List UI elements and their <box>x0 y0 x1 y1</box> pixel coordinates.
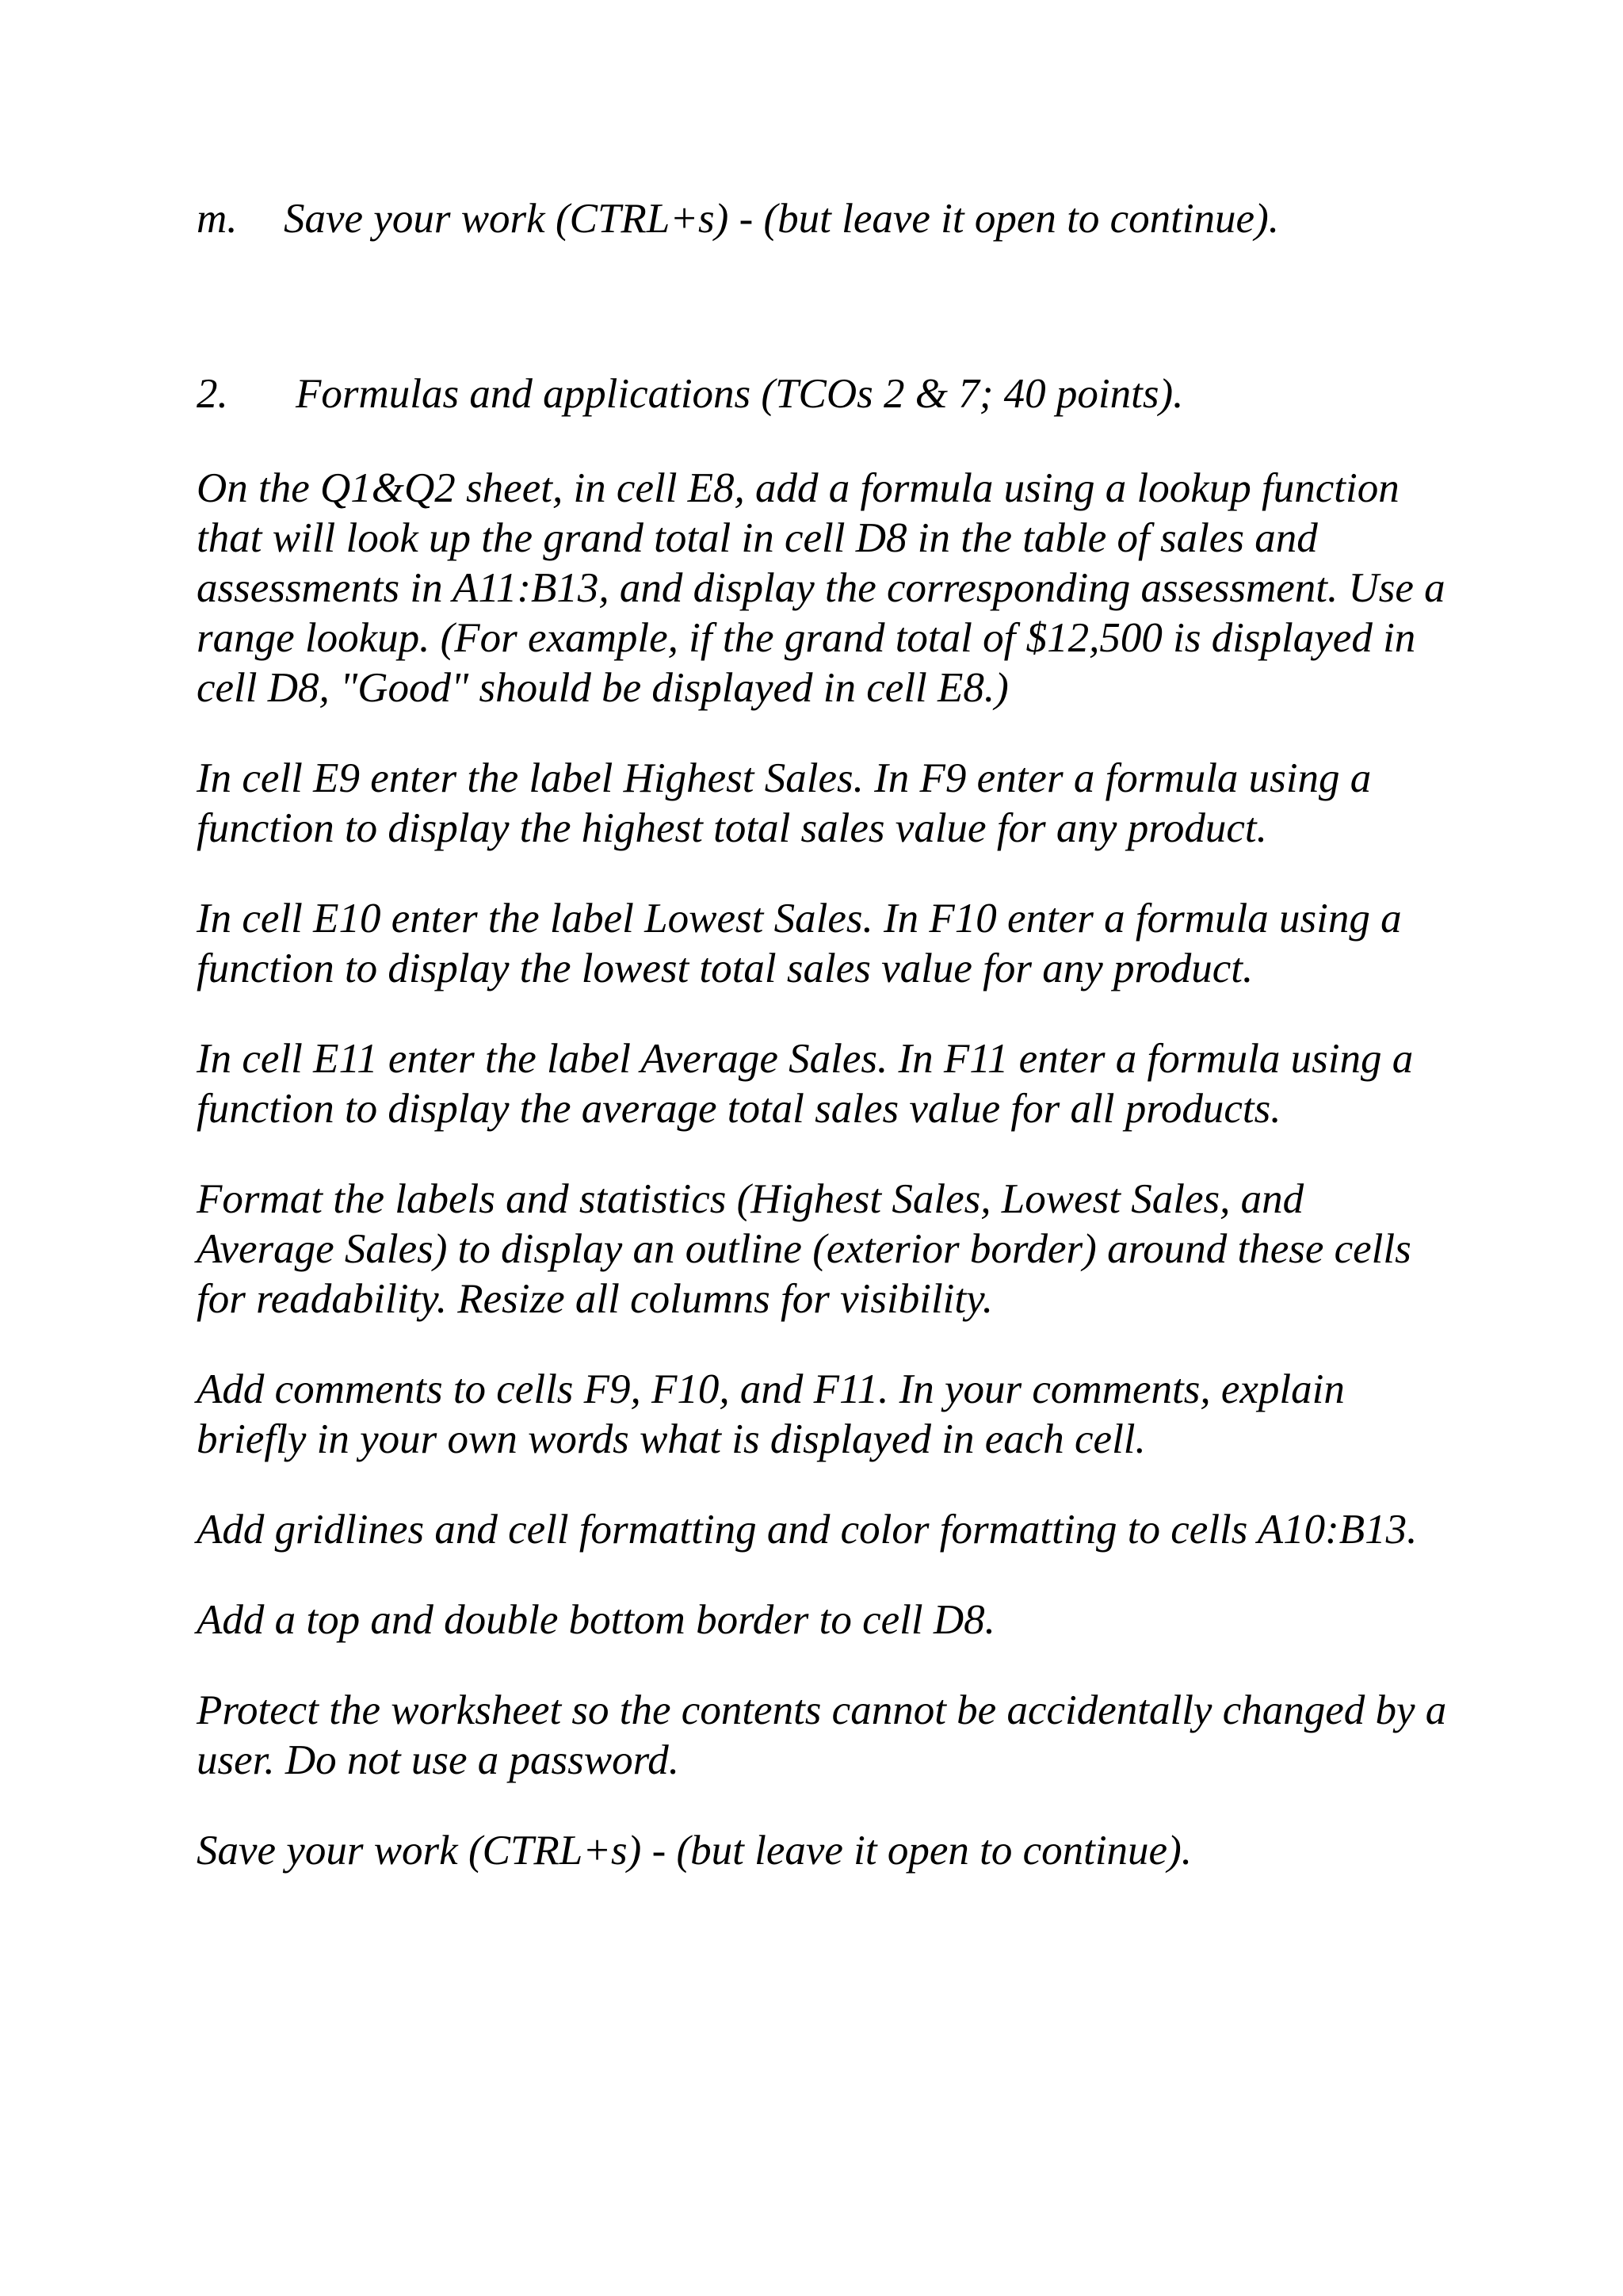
paragraph-lowest-sales: In cell E10 enter the label Lowest Sales. In F10 enter a formula using a function to display the lowest total sales value for any product. <box>197 896 1402 991</box>
instructions-body <box>197 464 1449 1916</box>
section-number: 2. <box>197 371 228 417</box>
section-title: Formulas and applications (TCOs 2 & 7; 40 points). <box>296 371 1184 417</box>
paragraph-border: Add a top and double bottom border to cell D8. <box>197 1597 995 1643</box>
list-item-m <box>197 194 1279 244</box>
list-item-text: Save your work (CTRL+s) - (but leave it open to continue). <box>284 196 1279 242</box>
section-heading <box>197 369 1183 419</box>
paragraph-average-sales: In cell E11 enter the label Average Sales. In F11 enter a formula using a function to display the average total sales value for all products. <box>197 1036 1414 1132</box>
list-marker: m. <box>197 196 238 242</box>
paragraph-save: Save your work (CTRL+s) - (but leave it open to continue). <box>197 1828 1192 1874</box>
paragraph-format-labels: Format the labels and statistics (Highest Sales, Lowest Sales, and Average Sales) to display an outline (exterior border) around these cells for readability. Resize all columns for visibility. <box>197 1176 1411 1322</box>
paragraph-protect: Protect the worksheet so the contents cannot be accidentally changed by a user. Do not use a password. <box>197 1687 1447 1783</box>
paragraph-gridlines: Add gridlines and cell formatting and color formatting to cells A10:B13. <box>197 1507 1418 1553</box>
paragraph-lookup-formula: On the Q1&Q2 sheet, in cell E8, add a formula using a lookup function that will look up the grand total in cell D8 in the table of sales and assessments in A11:B13, and display the corresponding assessment. Use a range lookup. (For example, if the grand total of $12,500 is displayed in cell D8, "Good" should be displayed in cell E8.) <box>197 465 1445 711</box>
paragraph-highest-sales: In cell E9 enter the label Highest Sales. In F9 enter a formula using a function to display the highest total sales value for any product. <box>197 755 1372 851</box>
paragraph-add-comments: Add comments to cells F9, F10, and F11. In your comments, explain briefly in your own words what is displayed in each cell. <box>197 1366 1345 1462</box>
